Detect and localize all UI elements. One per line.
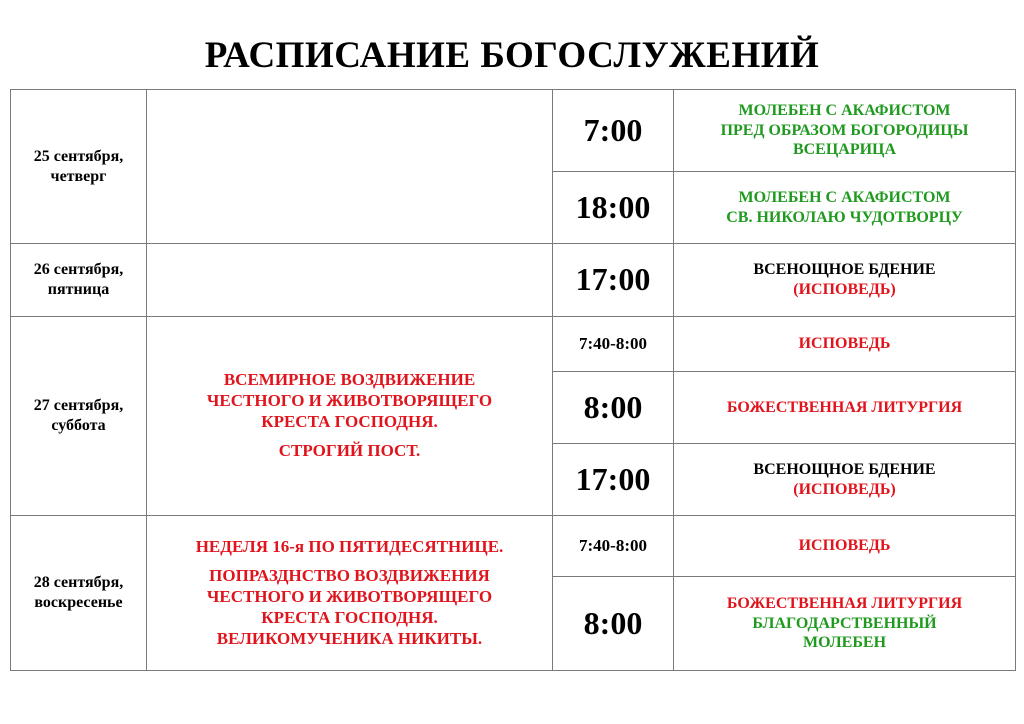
table-row <box>11 516 1016 577</box>
service-time: 17:00 <box>553 444 674 516</box>
service-description <box>674 172 1016 244</box>
service-description <box>674 516 1016 577</box>
service-line: БОЖЕСТВЕННАЯ ЛИТУРГИЯ <box>726 595 963 613</box>
feast-cell <box>147 516 553 671</box>
service-line: ВСЕНОЩНОЕ БДЕНИЕ <box>753 460 936 478</box>
date-cell <box>11 90 147 244</box>
service-line: ИСПОВЕДЬ <box>798 537 891 555</box>
date-cell <box>11 317 147 516</box>
service-description <box>674 577 1016 671</box>
feast-line: ВЕЛИКОМУЧЕНИКА НИКИТЫ. <box>216 628 483 648</box>
service-description <box>674 372 1016 444</box>
feast-line: ЧЕСТНОГО И ЖИВОТВОРЯЩЕГО <box>206 390 493 410</box>
weekday-text: четверг <box>50 167 107 185</box>
feast-line: ВСЕМИРНОЕ ВОЗДВИЖЕНИЕ <box>223 370 476 390</box>
feast-line: КРЕСТА ГОСПОДНЯ. <box>261 607 438 627</box>
service-line: ВСЕНОЩНОЕ БДЕНИЕ <box>753 261 936 279</box>
service-line: ИСПОВЕДЬ <box>798 335 891 353</box>
service-description <box>674 90 1016 172</box>
service-line: (ИСПОВЕДЬ) <box>793 480 896 498</box>
date-text: 27 сентября, <box>33 397 124 415</box>
table-row <box>11 244 1016 317</box>
service-description <box>674 444 1016 516</box>
schedule-table <box>10 89 1016 671</box>
service-line: СВ. НИКОЛАЮ ЧУДОТВОРЦУ <box>726 208 963 226</box>
feast-cell <box>147 317 553 516</box>
service-line: МОЛЕБЕН С АКАФИСТОМ <box>738 188 951 206</box>
service-line: БОЖЕСТВЕННАЯ ЛИТУРГИЯ <box>726 398 963 416</box>
feast-line: НЕДЕЛЯ 16-я ПО ПЯТИДЕСЯТНИЦЕ. <box>195 536 504 556</box>
service-time: 7:00 <box>553 90 674 172</box>
feast-cell <box>147 244 553 317</box>
date-cell <box>11 244 147 317</box>
service-line: БЛАГОДАРСТВЕННЫЙ <box>752 614 937 632</box>
service-time: 8:00 <box>553 372 674 444</box>
service-time: 17:00 <box>553 244 674 317</box>
date-text: 26 сентября, <box>33 261 124 279</box>
service-time: 8:00 <box>553 577 674 671</box>
weekday-text: пятница <box>47 281 110 298</box>
service-description <box>674 244 1016 317</box>
feast-line: ЧЕСТНОГО И ЖИВОТВОРЯЩЕГО <box>206 587 493 607</box>
service-time: 7:40-8:00 <box>553 516 674 577</box>
date-text: 25 сентября, <box>33 147 124 165</box>
service-time: 7:40-8:00 <box>553 317 674 372</box>
service-line: (ИСПОВЕДЬ) <box>793 281 896 298</box>
feast-line: ПОПРАЗДНСТВО ВОЗДВИЖЕНИЯ <box>209 566 490 586</box>
service-line: МОЛЕБЕН С АКАФИСТОМ <box>738 102 951 120</box>
service-line: ПРЕД ОБРАЗОМ БОГОРОДИЦЫ <box>720 121 969 139</box>
table-row <box>11 317 1016 372</box>
service-description <box>674 317 1016 372</box>
service-time: 18:00 <box>553 172 674 244</box>
weekday-text: воскресенье <box>34 594 123 611</box>
date-cell <box>11 516 147 671</box>
date-text: 28 сентября, <box>33 574 124 592</box>
table-row <box>11 90 1016 172</box>
weekday-text: суббота <box>51 417 106 434</box>
feast-cell <box>147 90 553 244</box>
page-title: РАСПИСАНИЕ БОГОСЛУЖЕНИЙ <box>204 35 820 76</box>
feast-line: СТРОГИЙ ПОСТ. <box>278 441 421 461</box>
service-line: ВСЕЦАРИЦА <box>792 141 897 159</box>
service-line: МОЛЕБЕН <box>802 634 887 652</box>
feast-line: КРЕСТА ГОСПОДНЯ. <box>261 411 438 431</box>
